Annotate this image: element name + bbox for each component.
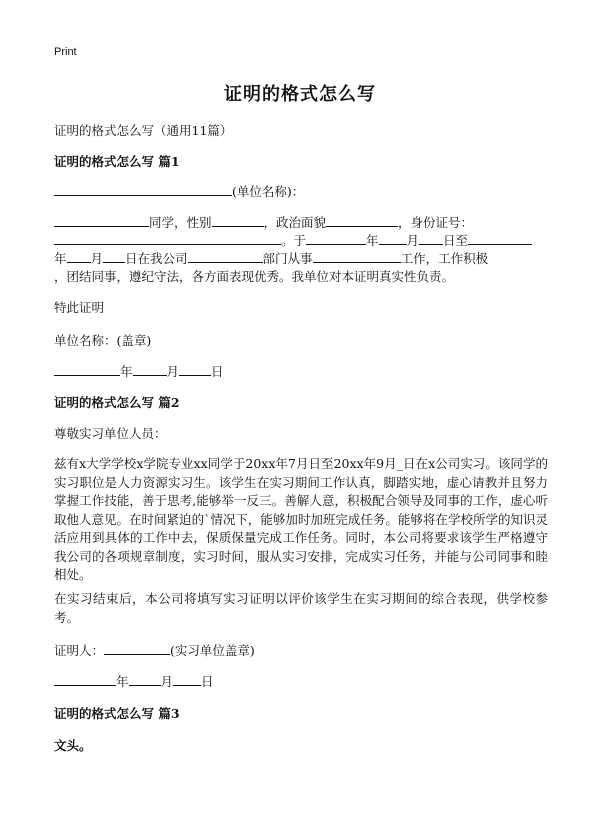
body-text: 日至	[443, 233, 469, 248]
date-text: 月	[160, 674, 174, 689]
info-line-2	[54, 231, 532, 249]
body-text: 工作，工作积极	[400, 251, 489, 266]
department-blank	[188, 250, 263, 263]
month-blank	[133, 363, 167, 376]
greeting: 尊敬实习单位人员：	[54, 426, 167, 441]
month-blank	[129, 673, 161, 686]
id-number-blank	[54, 232, 281, 245]
witness-label: 证明人：	[54, 643, 105, 658]
start-year-blank	[306, 232, 366, 245]
unit-name-blank	[54, 183, 232, 196]
witness-line	[54, 641, 255, 659]
body-paragraph-2: 在实习结束后，本公司将填写实习证明以评价该学生在实习期间的综合表现，供学校参考。	[54, 591, 548, 625]
witness-seal: (实习单位盖章)	[170, 643, 255, 658]
closing-text: 特此证明	[54, 300, 105, 315]
day-blank	[173, 673, 201, 686]
date-text: 年	[120, 364, 133, 379]
job-blank	[313, 250, 401, 263]
section-heading-2: 证明的格式怎么写 篇2	[54, 395, 180, 410]
section-heading-3: 证明的格式怎么写 篇3	[54, 706, 180, 721]
body-text: 同学，性别	[149, 215, 212, 230]
body-text: 日在我公司	[125, 251, 188, 266]
start-month-blank	[379, 232, 407, 245]
date-text: 日	[201, 674, 214, 689]
body-text: 部门从事	[262, 251, 313, 266]
body-text: ，身份证号：	[398, 215, 474, 230]
political-status-blank	[326, 214, 398, 227]
body-text: 月	[90, 251, 104, 266]
document-subtitle: 证明的格式怎么写（通用11篇）	[54, 123, 233, 138]
body-text: 。于	[281, 233, 307, 248]
info-line-3	[54, 249, 488, 267]
body-text: 月	[406, 233, 420, 248]
end-day-blank	[103, 250, 125, 263]
gender-blank	[212, 214, 264, 227]
day-blank	[179, 363, 211, 376]
date-text: 年	[116, 674, 129, 689]
start-day-blank	[419, 232, 443, 245]
info-line-4: ，团结同事，遵纪守法，各方面表现优秀。我单位对本证明真实性负责。	[54, 269, 455, 284]
print-link[interactable]: Print	[54, 46, 77, 58]
year-blank	[54, 673, 116, 686]
end-year-blank	[468, 232, 532, 245]
unit-name-label: (单位名称)：	[232, 184, 305, 199]
witness-blank	[104, 642, 170, 655]
page-title: 证明的格式怎么写	[224, 84, 376, 105]
date-line-2	[54, 672, 214, 690]
body-text: 年	[54, 251, 67, 266]
seal-line: 单位名称：(盖章)	[54, 333, 152, 348]
year-blank	[54, 363, 120, 376]
unit-name-line	[54, 182, 304, 200]
date-text: 月	[166, 364, 180, 379]
info-line-1	[54, 213, 473, 231]
body-text: 年	[366, 233, 379, 248]
date-text: 日	[211, 364, 224, 379]
body-paragraph-1: 兹有x大学学校x学院专业xx同学于20xx年7月日至20xx年9月_日在x公司实习。该同学的实习职位是人力资源实习生。该学生在实习期间工作认真，脚踏实地，虚心请教并且努力掌握工作技能，善于思考,能够举一反三。善解人意，积极配合领导及同事的工作，虚心听取他人意见。在时间紧迫的`情况下，能够加时加班完成任务。能够将在学校所学的知识灵活应用到具体的工作中去，保质保量完成工作任务。同时，本公司将要求该学生严格遵守我公司的各项规章制度，实习时间，服从实习安排，完成实习任务，并能与公司同事和睦相处。	[54, 456, 548, 582]
section-heading-1: 证明的格式怎么写 篇1	[54, 154, 180, 169]
name-blank	[54, 214, 149, 227]
date-line-1	[54, 362, 224, 380]
end-month-blank	[67, 250, 91, 263]
body-text: ，政治面貌	[263, 215, 327, 230]
section-3-first-line: 文头。	[54, 738, 92, 753]
